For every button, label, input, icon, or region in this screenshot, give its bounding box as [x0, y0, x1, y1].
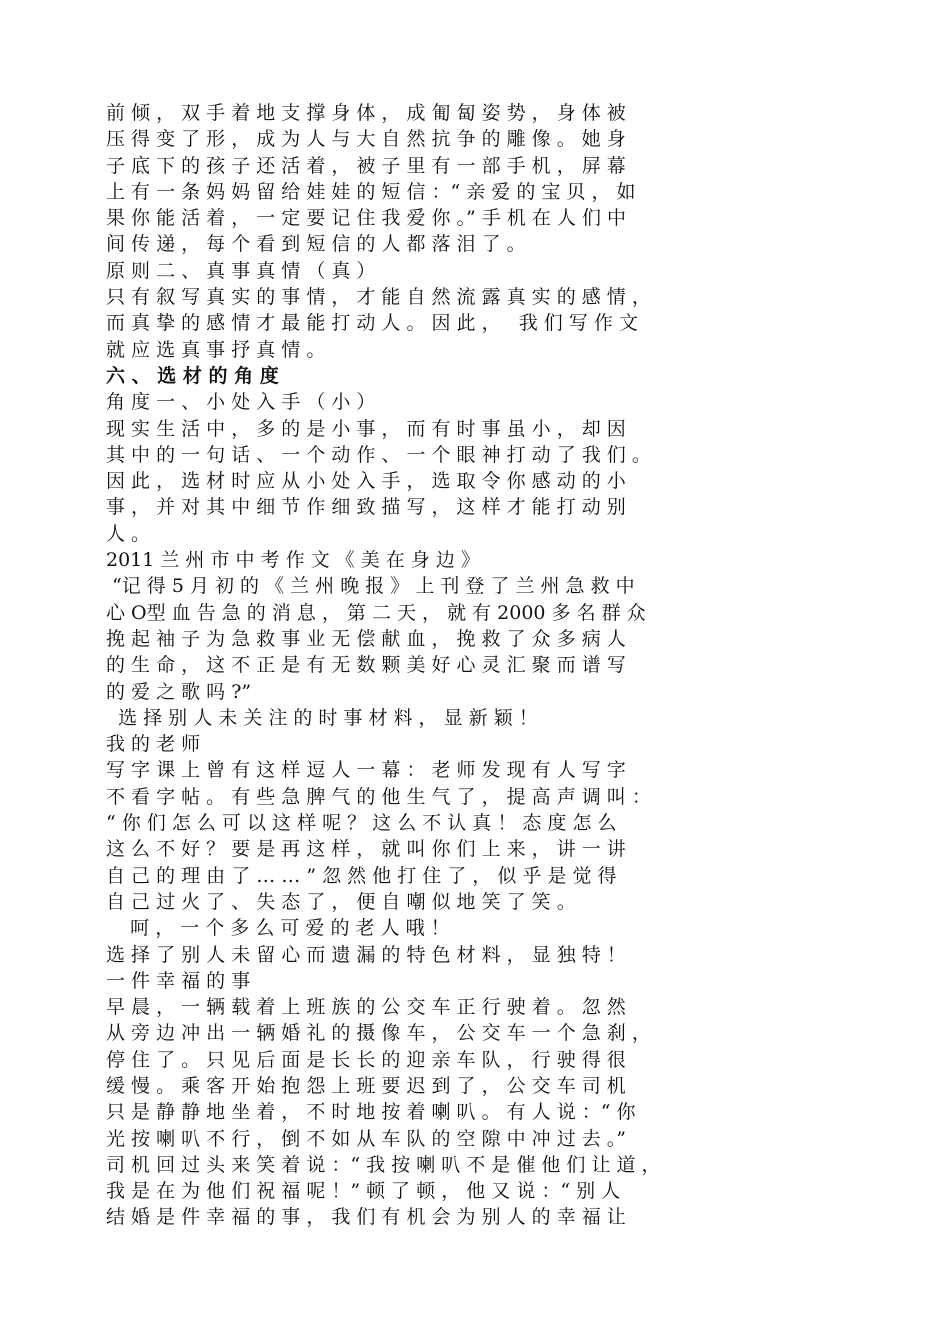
text-line: 挽 起 袖 子 为 急 救 事 业 无 偿 献 血 ， 挽 救 了 众 多 病 人	[106, 627, 626, 650]
text-line: 只 是 静 静 地 坐 着 ， 不 时 地 按 着 喇 叭 。 有 人 说 ：“ 你	[106, 1101, 636, 1124]
text-line: 结 婚 是 件 幸 福 的 事 ， 我 们 有 机 会 为 别 人 的 幸 福 让	[106, 1206, 626, 1229]
text-line: 呵 ， 一 个 多 么 可 爱 的 老 人 哦 ！	[106, 917, 450, 940]
document-body	[106, 100, 846, 1231]
text-line: 原 则 二 、 真 事 真 情 （ 真 ）	[106, 259, 376, 282]
section-heading: 六 、 选 材 的 角 度	[106, 364, 279, 387]
text-line: 其 中 的 一 句 话 、 一 个 动 作 、 一 个 眼 神 打 动 了 我 们 。	[106, 443, 651, 466]
text-line: 只 有 叙 写 真 实 的 事 情 ， 才 能 自 然 流 露 真 实 的 感 情 ，	[106, 286, 651, 309]
text-line: 写 字 课 上 曾 有 这 样 逗 人 一 幕 ： 老 师 发 现 有 人 写 字	[106, 759, 626, 782]
text-line: 这 么 不 好 ？ 要 是 再 这 样 ， 就 叫 你 们 上 来 ， 讲 一 讲	[106, 838, 626, 861]
text-line: 不 看 字 帖 。 有 些 急 脾 气 的 他 生 气 了 ， 提 高 声 调 叫 ：	[106, 785, 651, 808]
text-line: 人 。	[106, 522, 151, 545]
text-line: 现 实 生 活 中 ， 多 的 是 小 事 ， 而 有 时 事 虽 小 ， 却 因	[106, 417, 626, 440]
text-line: 从 旁 边 冲 出 一 辆 婚 礼 的 摄 像 车 ， 公 交 车 一 个 急 刹 ，	[106, 1022, 651, 1045]
text-line: 果 你 能 活 着 ， 一 定 要 记 住 我 爱 你 。” 手 机 在 人 们 中	[106, 207, 627, 230]
text-line: 自 己 的 理 由 了 … … ” 忽 然 他 打 住 了 ， 似 乎 是 觉 得	[106, 864, 617, 887]
text-line: 而 真 挚 的 感 情 才 最 能 打 动 人 。 因 此 ， 我 们 写 作 文	[106, 312, 638, 335]
text-line: 因 此 ， 选 材 时 应 从 小 处 入 手 ， 选 取 令 你 感 动 的 小	[106, 470, 626, 493]
text-line: 就 应 选 真 事 抒 真 情 。	[106, 338, 326, 361]
text-line: 上 有 一 条 妈 妈 留 给 娃 娃 的 短 信 ：“ 亲 爱 的 宝 贝 ， 如	[106, 180, 636, 203]
text-line: 停 住 了 。 只 见 后 面 是 长 长 的 迎 亲 车 队 ， 行 驶 得 很	[106, 1048, 626, 1071]
text-line: 早 晨 ， 一 辆 载 着 上 班 族 的 公 交 车 正 行 驶 着 。 忽 然	[106, 996, 626, 1019]
text-line: 自 己 过 火 了 、 失 态 了 ， 便 自 嘲 似 地 笑 了 笑 。	[106, 890, 576, 913]
text-line: 一 件 幸 福 的 事	[106, 969, 251, 992]
text-line: “ 你 们 怎 么 可 以 这 样 呢 ？ 这 么 不 认 真 ！ 态 度 怎 么	[106, 812, 617, 835]
text-line: 角 度 一 、 小 处 入 手 （ 小 ）	[106, 391, 376, 414]
text-line: 的 爱 之 歌 吗 ?”	[106, 680, 252, 703]
text-line: 2011 兰 州 市 中 考 作 文 《 美 在 身 边 》	[106, 549, 480, 572]
text-line: 司 机 回 过 头 来 笑 着 说 ：“ 我 按 喇 叭 不 是 催 他 们 让 道 ，	[106, 1153, 661, 1176]
text-line: 压 得 变 了 形 ， 成 为 人 与 大 自 然 抗 争 的 雕 像 。 她 身	[106, 128, 626, 151]
text-line: 我 的 老 师	[106, 733, 201, 756]
text-line: 心 O型 血 告 急 的 消 息 ， 第 二 天 ， 就 有 2000 多 名 群 众	[106, 601, 646, 624]
text-line: “记 得 5 月 初 的 《 兰 州 晚 报 》 上 刊 登 了 兰 州 急 救 中	[106, 575, 635, 598]
text-line: 前 倾 ， 双 手 着 地 支 撑 身 体 ， 成 匍 匐 姿 势 ， 身 体 被	[106, 102, 626, 124]
text-line: 选 择 了 别 人 未 留 心 而 遗 漏 的 特 色 材 料 ， 显 独 特 ！	[106, 943, 626, 966]
text-line: 缓 慢 。 乘 客 开 始 抱 怨 上 班 要 迟 到 了 ， 公 交 车 司 机	[106, 1074, 626, 1097]
text-line: 子 底 下 的 孩 子 还 活 着 ， 被 子 里 有 一 部 手 机 ， 屏 幕	[106, 154, 626, 177]
text-line: 间 传 递 ， 每 个 看 到 短 信 的 人 都 落 泪 了 。	[106, 233, 526, 256]
text-line: 选 择 别 人 未 关 注 的 时 事 材 料 ， 显 新 颖 ！	[106, 706, 538, 729]
text-line: 的 生 命 ， 这 不 正 是 有 无 数 颗 美 好 心 灵 汇 聚 而 谱 写	[106, 654, 626, 677]
text-line: 我 是 在 为 他 们 祝 福 呢 ！” 顿 了 顿 ， 他 又 说 ：“ 别 人	[106, 1180, 621, 1203]
text-line: 事 ， 并 对 其 中 细 节 作 细 致 描 写 ， 这 样 才 能 打 动 别	[106, 496, 626, 519]
text-line: 光 按 喇 叭 不 行 ， 倒 不 如 从 车 队 的 空 隙 中 冲 过 去 。”	[106, 1127, 627, 1150]
